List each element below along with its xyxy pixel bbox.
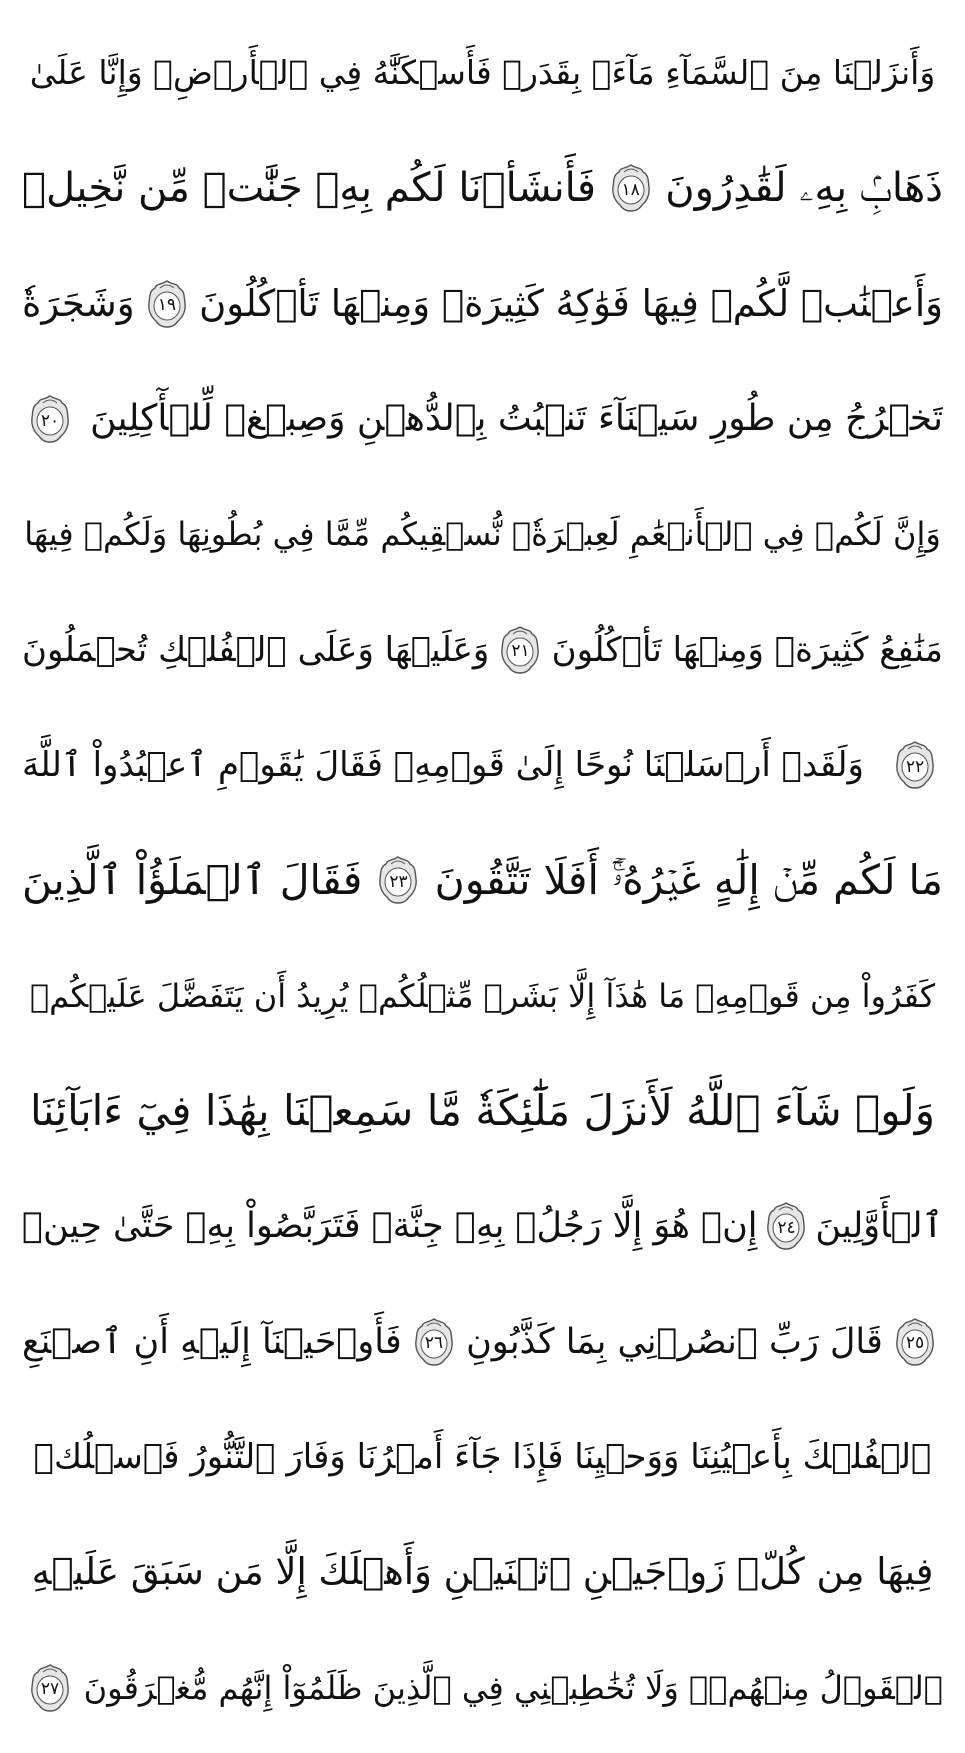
verse-line [22,825,943,935]
ayah-number: ٢٥ [905,1333,925,1354]
ayah-number: ٢٠ [40,410,60,431]
ayah-number-marker [378,855,418,905]
ayah-number: ١٨ [621,179,640,200]
verse-text: مَا لَكُم مِّنۡ إِلَٰهٍ غَيۡرُهُۥٓۚ أَفَلَا تَتَّقُونَ [434,856,943,905]
verse-text: فَقَالَ ٱلۡمَلَؤُاْ ٱلَّذِينَ [22,856,363,905]
verse-line [22,1517,943,1627]
ayah-number-marker [611,163,651,213]
ayah-number: ٢٣ [389,871,408,892]
verse-line [22,941,943,1051]
ayah-number: ٢٢ [905,756,925,777]
verse-line [22,479,943,589]
verse-line [22,1056,943,1166]
verse-text: وَأَعۡنَٰبٖ لَّكُمۡ فِيهَا فَوَٰكِهُ كَثِيرَةٞ وَمِنۡهَا تَأۡكُلُونَ [199,281,943,325]
ayah-number-marker [895,740,935,790]
verse-line [22,595,943,705]
ayah-number-marker [414,1317,454,1367]
verse-line [22,133,943,243]
ayah-number-marker [30,1663,70,1713]
verse-text: وَإِنَّ لَكُمۡ فِي ٱلۡأَنۡعَٰمِ لَعِبۡرَةٗۖ نُّسۡقِيكُم مِّمَّا فِي بُطُونِهَا وَلَكُمۡ فِيهَا [24,515,941,554]
verse-line [22,1287,943,1397]
ayah-number-marker [895,1317,935,1367]
ayah-number: ٢٧ [40,1679,60,1700]
verse-text: وَلَقَدۡ أَرۡسَلۡنَا نُوحًا إِلَىٰ قَوۡمِهِۦ فَقَالَ يَٰقَوۡمِ ٱعۡبُدُواْ ٱللَّهَ [22,745,864,786]
ayah-number-marker [500,625,540,675]
verse-text: ٱلۡأَوَّلِينَ [815,1206,943,1247]
verse-text: فَأَنشَأۡنَا لَكُم بِهِۦ جَنَّٰتٖ مِّن نَّخِيلٖ [22,165,596,212]
verse-text: كَفَرُواْ مِن قَوۡمِهِۦ مَا هَٰذَآ إِلَّا بَشَرٞ مِّثۡلُكُمۡ يُرِيدُ أَن يَتَفَضَّلَ عَلَيۡكُمۡ [29,976,936,1015]
verse-text: وَشَجَرَةٗ [22,281,135,325]
verse-text: وَأَنزَلۡنَا مِنَ ٱلسَّمَآءِ مَآءَۢ بِقَدَرٖ فَأَسۡكَنَّٰهُ فِي ٱلۡأَرۡضِۖ وَإِنَّا عَلَىٰ [29,53,936,92]
ayah-number-marker [30,394,70,444]
ayah-number-marker [147,279,187,329]
verse-text: إِنۡ هُوَ إِلَّا رَجُلُۢ بِهِۦ جِنَّةٞ فَتَرَبَّصُواْ بِهِۦ حَتَّىٰ حِينٖ [22,1206,758,1247]
verse-line [22,1171,943,1281]
verse-line [22,364,943,474]
verse-line [22,1633,943,1743]
ayah-number: ٢١ [511,641,530,662]
verse-text: وَلَوۡ شَآءَ ٱللَّهُ لَأَنزَلَ مَلَٰٓئِكَةٗ مَّا سَمِعۡنَا بِهَٰذَا فِيٓ ءَابَآئِنَا [29,1086,936,1136]
verse-text: ٱلۡفُلۡكَ بِأَعۡيُنِنَا وَوَحۡيِنَا فَإِذَا جَآءَ أَمۡرُنَا وَفَارَ ٱلتَّنُّورُ فَٱسۡلُكۡ [33,1437,932,1478]
verse-line [22,18,943,128]
verse-text: وَعَلَيۡهَا وَعَلَى ٱلۡفُلۡكِ تُحۡمَلُونَ [22,629,490,670]
verse-text: مَنَٰفِعُ كَثِيرَةٞ وَمِنۡهَا تَأۡكُلُونَ [551,629,943,670]
ayah-number: ١٩ [157,295,176,316]
ayah-number: ٢٤ [777,1217,796,1238]
verse-text: ذَهَابِۢ بِهِۦ لَقَٰدِرُونَ [665,165,943,212]
verse-text: ٱلۡقَوۡلُ مِنۡهُمۡۖ وَلَا تُخَٰطِبۡنِي فِي ٱلَّذِينَ ظَلَمُوٓاْ إِنَّهُم مُّغۡرَقُونَ [83,1668,943,1707]
verse-text: فَأَوۡحَيۡنَآ إِلَيۡهِ أَنِ ٱصۡنَعِ [22,1321,402,1362]
verse-line [22,710,943,820]
verse-text: قَالَ رَبِّ ٱنصُرۡنِي بِمَا كَذَّبُونِ [466,1321,883,1362]
ayah-number: ٢٦ [424,1333,444,1354]
verse-text: فِيهَا مِن كُلّٖ زَوۡجَيۡنِ ٱثۡنَيۡنِ وَأَهۡلَكَ إِلَّا مَن سَبَقَ عَلَيۡهِ [31,1550,934,1594]
verse-line [22,1402,943,1512]
ayah-number-marker [766,1201,806,1251]
verse-lines [22,18,943,1743]
verse-line [22,249,943,359]
verse-text: تَخۡرُجُ مِن طُورِ سَيۡنَآءَ تَنۢبُتُ بِٱلدُّهۡنِ وَصِبۡغٖ لِّلۡأٓكِلِينَ [90,398,943,440]
